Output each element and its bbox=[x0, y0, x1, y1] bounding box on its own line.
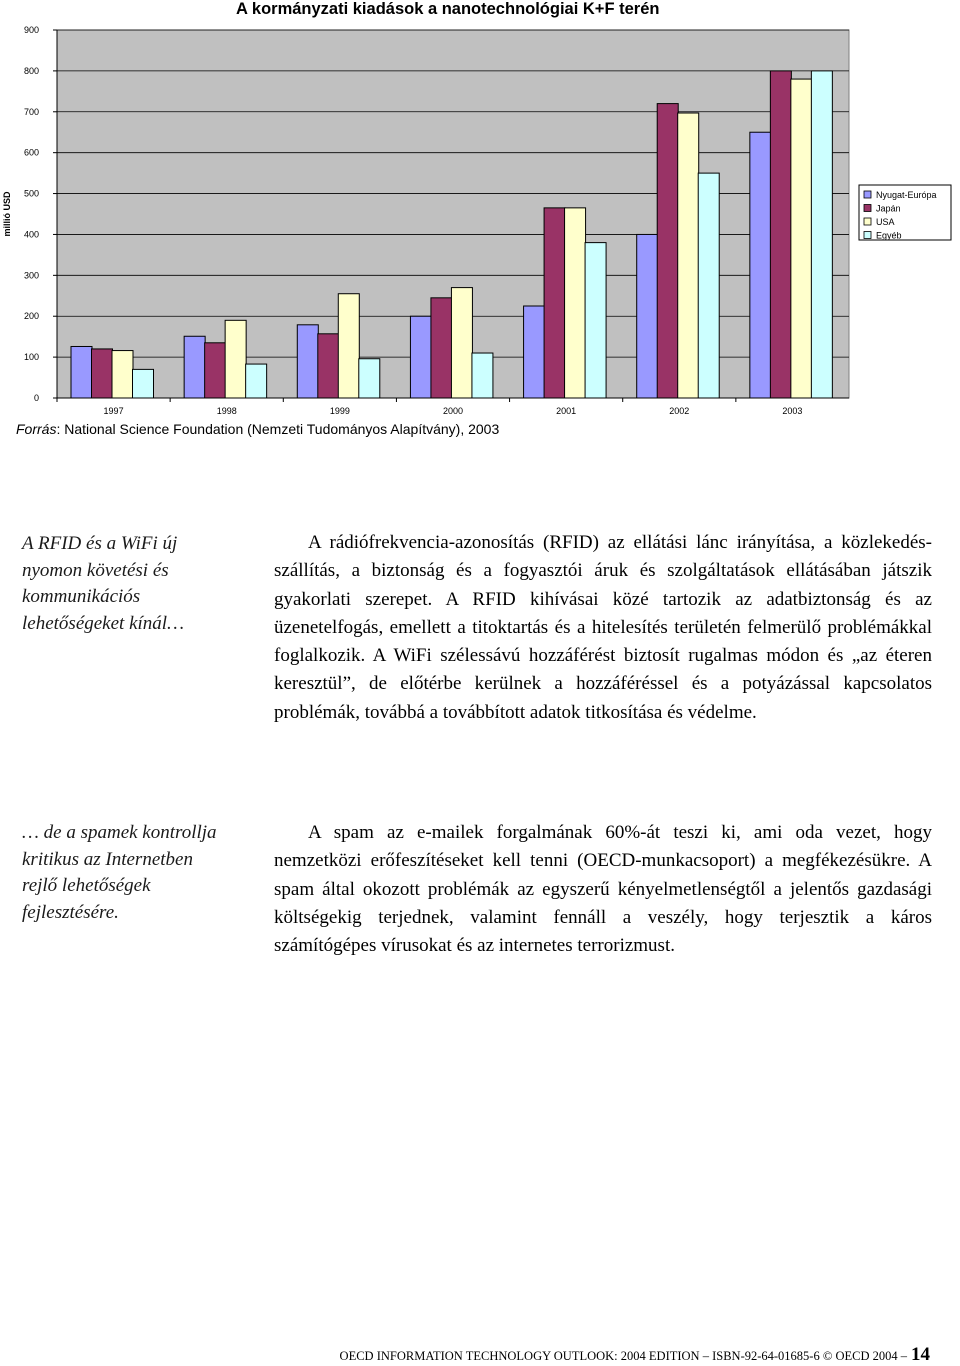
legend-label: Egyéb bbox=[876, 230, 902, 241]
bar bbox=[133, 369, 154, 398]
sidenote-spam: … de a spamek kontrollja kritikus az Internetben rejlő lehetőségek fejlesztésére. bbox=[22, 822, 217, 923]
bar bbox=[205, 343, 226, 398]
legend-swatch bbox=[864, 218, 871, 225]
x-tick-label: 1998 bbox=[216, 406, 237, 416]
bar-chart bbox=[0, 0, 960, 420]
legend-swatch bbox=[864, 232, 871, 239]
page-footer bbox=[340, 1344, 930, 1366]
legend-label: Japán bbox=[876, 203, 901, 214]
bar bbox=[71, 346, 92, 398]
x-tick-label: 1997 bbox=[103, 406, 124, 416]
bar bbox=[657, 104, 678, 398]
bar bbox=[225, 320, 246, 398]
bar bbox=[678, 113, 699, 398]
y-tick-label: 200 bbox=[23, 311, 39, 322]
y-tick-label: 300 bbox=[23, 270, 39, 281]
legend-swatch bbox=[864, 205, 871, 212]
legend-swatch bbox=[864, 191, 871, 198]
bar bbox=[565, 208, 586, 398]
bar bbox=[431, 298, 452, 398]
source-text: : National Science Foundation (Nemzeti Tudományos Alapítvány), 2003 bbox=[56, 421, 500, 437]
x-tick-label: 2001 bbox=[556, 406, 577, 416]
y-tick-label: 900 bbox=[23, 25, 39, 35]
bar bbox=[297, 325, 318, 398]
y-axis-label: millió USD bbox=[2, 191, 12, 237]
bar bbox=[92, 349, 113, 398]
chart-legend bbox=[859, 185, 951, 241]
bar bbox=[585, 243, 606, 398]
bar bbox=[770, 71, 791, 398]
y-tick-label: 500 bbox=[23, 188, 39, 199]
bar bbox=[246, 364, 267, 398]
bar bbox=[359, 359, 380, 398]
chart-title: A kormányzati kiadások a nanotechnológiai K+F terén bbox=[236, 0, 660, 18]
y-tick-label: 0 bbox=[33, 393, 39, 403]
bar bbox=[811, 71, 832, 398]
bar bbox=[698, 173, 719, 398]
x-tick-label: 2002 bbox=[669, 406, 690, 416]
bar bbox=[451, 288, 472, 398]
bar bbox=[524, 306, 545, 398]
source-label: Forrás bbox=[16, 421, 57, 437]
chart-source bbox=[16, 421, 499, 437]
y-tick-label: 100 bbox=[23, 352, 39, 363]
bar bbox=[750, 132, 771, 398]
y-tick-label: 800 bbox=[23, 65, 39, 76]
bar bbox=[472, 353, 493, 398]
sidenote-rfid: A RFID és a WiFi új nyomon követési és kommunikációs lehetőségeket kínál… bbox=[22, 533, 184, 634]
legend-label: Nyugat-Európa bbox=[876, 190, 937, 200]
bar bbox=[112, 351, 133, 398]
x-tick-label: 2000 bbox=[442, 406, 464, 416]
legend-label: USA bbox=[876, 217, 895, 227]
bar bbox=[318, 334, 339, 398]
bar bbox=[637, 234, 658, 398]
footer-text: OECD INFORMATION TECHNOLOGY OUTLOOK: 2004 EDITION – ISBN-92-64-01685-6 © OECD 2004 – bbox=[339, 1349, 907, 1363]
page-number: 14 bbox=[911, 1344, 930, 1365]
bar bbox=[184, 336, 205, 398]
bar bbox=[410, 316, 431, 398]
bar bbox=[338, 294, 359, 398]
paragraph-spam: A spam az e-mailek forgalmának 60%-át teszi ki, ami oda vezet, hogy nemzetközi erőfeszítéseket kell tenni (OECD-munkacsoport) a megfékezésükre. A spam által okozott problémák az egyszerű kényelmetlenségtől a jelentős gazdasági költségekig terjednek, valamint fennáll a veszély, hogy terjesztik a káros számítógépes vírusokat és az internetes terrorizmust. bbox=[274, 822, 932, 957]
y-tick-label: 600 bbox=[23, 147, 39, 158]
bar bbox=[791, 79, 812, 398]
paragraph-rfid-wifi: A rádiófrekvencia-azonosítás (RFID) az ellátási lánc irányítása, a közlekedés-szállítás, a biztonság és a fogyasztói áruk és szolgáltatások ellátásában játszik gyakorlati szerepet. A RFID kihívásai közé tartozik az adatbiztonság és az üzenetelfogás, emellett a titoktartás és a hitelesítés területén felmerülő problémákkal foglalkozik. A WiFi szélessávú hozzáférést biztosít rugalmas módon és „az éteren keresztül”, de előtérbe kerülnek a hozzáféréssel és a potyázással kapcsolatos problémák, továbbá a továbbított adatok titkosítása és védelme. bbox=[274, 532, 932, 723]
bar bbox=[544, 208, 565, 398]
y-tick-label: 400 bbox=[23, 229, 39, 240]
x-tick-label: 1999 bbox=[329, 406, 350, 416]
x-tick-label: 2003 bbox=[782, 406, 803, 416]
y-tick-label: 700 bbox=[23, 106, 39, 117]
